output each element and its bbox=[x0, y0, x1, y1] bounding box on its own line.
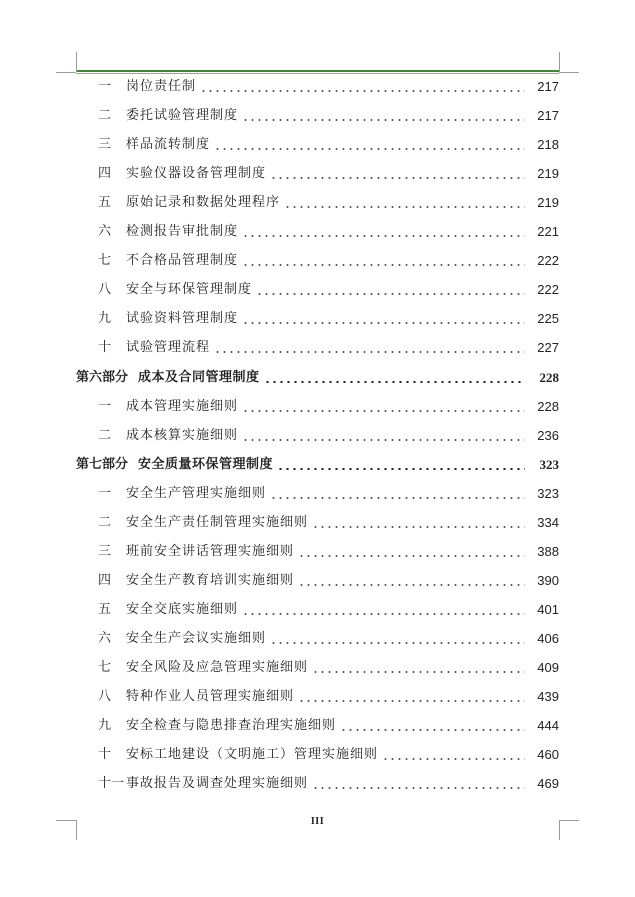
toc-entry-title: 安全交底实施细则 bbox=[126, 601, 239, 617]
toc-entry-number: 二 bbox=[98, 108, 112, 124]
toc-entry-title: 样品流转制度 bbox=[126, 137, 211, 153]
toc-entry-page: 219 bbox=[537, 195, 559, 211]
toc-entry-number: 一 bbox=[98, 485, 112, 501]
dot-leader bbox=[382, 758, 525, 760]
toc-part-heading[interactable] bbox=[76, 452, 559, 474]
toc-entry-number: 八 bbox=[98, 689, 112, 705]
toc-entry-number: 九 bbox=[98, 718, 112, 734]
toc-entry-title: 安全检查与隐患排查治理实施细则 bbox=[126, 718, 337, 734]
toc-entry-page: 217 bbox=[537, 108, 559, 124]
toc-entry-page: 406 bbox=[537, 630, 559, 646]
toc-entry-title: 试验管理流程 bbox=[126, 340, 211, 356]
dot-leader bbox=[284, 206, 525, 208]
toc-entry-number: 十 bbox=[98, 340, 112, 356]
toc-entry-page: 388 bbox=[537, 543, 559, 559]
toc-entry-title: 特种作业人员管理实施细则 bbox=[126, 689, 295, 705]
dot-leader bbox=[242, 264, 525, 266]
dot-leader bbox=[298, 700, 525, 702]
toc-entry-number: 第七部分 bbox=[76, 456, 129, 472]
toc-entry-number: 十一 bbox=[98, 776, 125, 792]
toc-entry-number: 一 bbox=[98, 398, 112, 414]
toc-entry-page: 334 bbox=[537, 514, 559, 530]
toc-entry-title: 班前安全讲话管理实施细则 bbox=[126, 543, 295, 559]
toc-entry-number: 六 bbox=[98, 630, 112, 646]
toc-entry-title: 检测报告审批制度 bbox=[126, 224, 239, 240]
toc-entry-number: 五 bbox=[98, 195, 112, 211]
dot-leader bbox=[298, 584, 525, 586]
dot-leader bbox=[214, 351, 525, 353]
dot-leader bbox=[242, 410, 525, 412]
toc-entry-page: 221 bbox=[537, 224, 559, 240]
toc-entry-page: 217 bbox=[537, 79, 559, 94]
toc-entry[interactable] bbox=[76, 335, 559, 357]
toc-entry-title: 不合格品管理制度 bbox=[126, 253, 239, 269]
toc-entry-page: 218 bbox=[537, 137, 559, 153]
toc-entry-number: 七 bbox=[98, 253, 112, 269]
toc-entry-title: 安全生产会议实施细则 bbox=[126, 630, 267, 646]
toc-entry-title: 成本核算实施细则 bbox=[126, 427, 239, 443]
toc-entry[interactable] bbox=[76, 684, 559, 706]
toc-entry-page: 401 bbox=[537, 601, 559, 617]
toc-entry-number: 一 bbox=[98, 79, 112, 94]
dot-leader bbox=[277, 468, 525, 470]
toc-entry-number: 二 bbox=[98, 514, 112, 530]
toc-entry-page: 444 bbox=[537, 718, 559, 734]
toc-entry-title: 安全风险及应急管理实施细则 bbox=[126, 660, 309, 675]
toc-entry[interactable] bbox=[76, 655, 559, 677]
toc-entry-title: 安全生产教育培训实施细则 bbox=[126, 572, 295, 588]
toc-entry[interactable] bbox=[76, 277, 559, 299]
toc-entry-number: 三 bbox=[98, 543, 112, 559]
toc-entry-number: 六 bbox=[98, 224, 112, 240]
dot-leader bbox=[242, 235, 525, 237]
toc-entry-page: 323 bbox=[539, 456, 559, 472]
page-number: III bbox=[310, 816, 325, 827]
toc-entry-page: 222 bbox=[537, 282, 559, 298]
toc-part-heading[interactable] bbox=[76, 365, 559, 387]
toc-entry-title: 安全生产管理实施细则 bbox=[126, 485, 267, 501]
toc-entry-title: 安全质量环保管理制度 bbox=[138, 456, 274, 472]
toc-entry-page: 236 bbox=[537, 427, 559, 443]
toc-entry-number: 四 bbox=[98, 166, 112, 182]
dot-leader bbox=[312, 787, 525, 789]
toc-entry-number: 七 bbox=[98, 660, 112, 675]
toc-entry[interactable] bbox=[76, 626, 559, 648]
crop-mark bbox=[76, 52, 77, 72]
crop-mark bbox=[56, 72, 76, 73]
toc-entry-number: 四 bbox=[98, 572, 112, 588]
toc-entry-page: 469 bbox=[537, 776, 559, 792]
toc-entry-page: 219 bbox=[537, 166, 559, 182]
toc-entry-page: 460 bbox=[537, 747, 559, 763]
dot-leader bbox=[242, 119, 525, 121]
dot-leader bbox=[298, 555, 525, 557]
toc-entry-title: 安标工地建设（文明施工）管理实施细则 bbox=[126, 747, 379, 763]
toc-entry-number: 十 bbox=[98, 747, 112, 763]
toc-entry[interactable] bbox=[76, 481, 559, 503]
toc-entry[interactable] bbox=[76, 103, 559, 125]
toc-entry-title: 成本及合同管理制度 bbox=[138, 369, 260, 385]
toc-entry[interactable] bbox=[76, 742, 559, 764]
toc-entry[interactable] bbox=[76, 74, 559, 96]
dot-leader bbox=[270, 642, 525, 644]
toc-entry-page: 222 bbox=[537, 253, 559, 269]
toc-entry[interactable] bbox=[76, 597, 559, 619]
toc-entry-page: 390 bbox=[537, 572, 559, 588]
toc-entry[interactable] bbox=[76, 132, 559, 154]
toc-entry-number: 第六部分 bbox=[76, 369, 129, 385]
toc-entry[interactable] bbox=[76, 423, 559, 445]
toc-entry[interactable] bbox=[76, 248, 559, 270]
dot-leader bbox=[242, 613, 525, 615]
dot-leader bbox=[200, 90, 525, 92]
toc-entry[interactable] bbox=[76, 161, 559, 183]
toc-entry-number: 五 bbox=[98, 601, 112, 617]
toc-entry[interactable] bbox=[76, 771, 559, 793]
toc-entry[interactable] bbox=[76, 219, 559, 241]
toc-entry-title: 安全与环保管理制度 bbox=[126, 282, 253, 298]
toc-entry-title: 试验资料管理制度 bbox=[126, 311, 239, 327]
toc-entry[interactable] bbox=[76, 190, 559, 212]
toc-entry[interactable] bbox=[76, 306, 559, 328]
toc-entry-page: 409 bbox=[537, 660, 559, 675]
toc-entry-number: 二 bbox=[98, 427, 112, 443]
toc-entry-title: 安全生产责任制管理实施细则 bbox=[126, 514, 309, 530]
toc-entry[interactable] bbox=[76, 539, 559, 561]
dot-leader bbox=[340, 729, 525, 731]
dot-leader bbox=[242, 322, 525, 324]
toc-entry-title: 委托试验管理制度 bbox=[126, 108, 239, 124]
toc-entry-page: 228 bbox=[539, 369, 559, 385]
toc-entry-number: 三 bbox=[98, 137, 112, 153]
dot-leader bbox=[312, 526, 525, 528]
dot-leader bbox=[214, 148, 525, 150]
toc-entry-title: 岗位责任制 bbox=[126, 79, 197, 94]
dot-leader bbox=[312, 671, 525, 673]
toc-entry-number: 八 bbox=[98, 282, 112, 298]
dot-leader bbox=[256, 293, 525, 295]
dot-leader bbox=[242, 439, 525, 441]
toc-entry-title: 原始记录和数据处理程序 bbox=[126, 195, 281, 211]
crop-mark bbox=[559, 72, 579, 73]
toc-entry-page: 227 bbox=[537, 340, 559, 356]
toc-entry[interactable] bbox=[76, 713, 559, 735]
toc-entry-page: 323 bbox=[537, 485, 559, 501]
toc-entry[interactable] bbox=[76, 510, 559, 532]
toc-entry-title: 事故报告及调查处理实施细则 bbox=[126, 776, 309, 792]
toc-entry-page: 439 bbox=[537, 689, 559, 705]
toc-entry[interactable] bbox=[76, 568, 559, 590]
dot-leader bbox=[270, 177, 525, 179]
toc-entry-page: 228 bbox=[537, 398, 559, 414]
dot-leader bbox=[264, 381, 525, 383]
toc-entry-page: 225 bbox=[537, 311, 559, 327]
toc-entry-title: 实验仪器设备管理制度 bbox=[126, 166, 267, 182]
toc-entry[interactable] bbox=[76, 394, 559, 416]
crop-mark bbox=[559, 52, 560, 72]
toc-entry-number: 九 bbox=[98, 311, 112, 327]
dot-leader bbox=[270, 497, 525, 499]
toc-entry-title: 成本管理实施细则 bbox=[126, 398, 239, 414]
header-rule bbox=[76, 70, 559, 72]
